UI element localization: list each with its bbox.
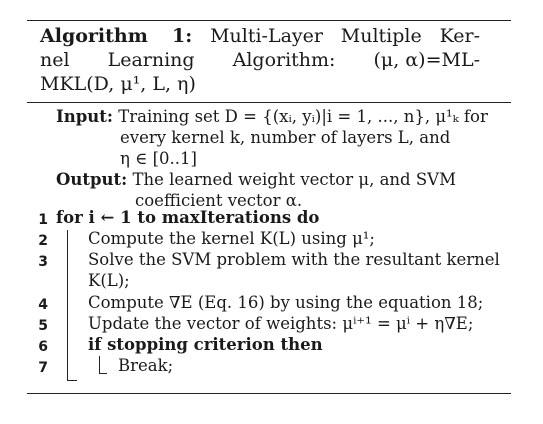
- for-block-bracket: [67, 230, 68, 380]
- input-label: Input:: [56, 107, 113, 126]
- line-number: 5: [38, 318, 48, 334]
- caption-word: Learning: [107, 49, 195, 71]
- step-for-loop: for i ← 1 to maxIterations do: [56, 208, 320, 227]
- bottom-rule: [27, 393, 511, 394]
- algorithm-label: Algorithm: [40, 25, 148, 47]
- input-line-3: η ∈ [0..1]: [120, 149, 197, 168]
- caption-word: nel: [40, 49, 70, 71]
- caption-signature: MKL(D, μ¹, L, η): [40, 73, 196, 95]
- output-line-2: coefficient vector α.: [135, 191, 303, 210]
- input-line-1: [56, 107, 488, 127]
- if-block-bracket: [99, 356, 100, 374]
- line-number: 6: [38, 339, 48, 355]
- caption-rule: [27, 102, 511, 103]
- line-number: 2: [38, 233, 48, 249]
- line-number: 1: [38, 212, 48, 228]
- caption-word: Algorithm:: [232, 49, 336, 71]
- caption-line-1: [40, 24, 480, 48]
- step-break: Break;: [118, 356, 174, 375]
- line-number: 7: [38, 360, 48, 376]
- step-solve-svm: Solve the SVM problem with the resultant kernel: [88, 250, 500, 269]
- caption-word: Ker-: [439, 25, 480, 47]
- output-text: The learned weight vector μ, and SVM: [132, 170, 456, 189]
- output-label: Output:: [56, 170, 128, 189]
- algorithm-number: 1:: [172, 25, 193, 47]
- step-compute-gradient: Compute ∇E (Eq. 16) by using the equation 18;: [88, 293, 484, 312]
- caption-word: Multiple: [340, 25, 422, 47]
- if-block-foot: [99, 373, 107, 374]
- algorithm-caption: [40, 24, 480, 96]
- step-compute-kernel: Compute the kernel K(L) using μ¹;: [88, 229, 375, 248]
- caption-word: (μ, α)=ML-: [373, 49, 480, 71]
- output-line-1: [56, 170, 456, 190]
- top-rule: [27, 20, 511, 21]
- input-line-2: every kernel k, number of layers L, and: [120, 128, 451, 147]
- line-number: 3: [38, 254, 48, 270]
- caption-line-3: [40, 72, 480, 96]
- caption-line-2: [40, 48, 480, 72]
- step-if-stopping: if stopping criterion then: [88, 335, 323, 354]
- step-solve-svm-cont: K(L);: [88, 271, 130, 290]
- input-text: Training set D = {(xᵢ, yᵢ)|i = 1, ..., n}, μ¹ₖ for: [118, 107, 488, 126]
- line-number: 4: [38, 297, 48, 313]
- caption-word: Multi-Layer: [210, 25, 323, 47]
- step-update-weights: Update the vector of weights: μⁱ⁺¹ = μⁱ + η∇E;: [88, 314, 474, 333]
- for-block-foot: [67, 380, 77, 381]
